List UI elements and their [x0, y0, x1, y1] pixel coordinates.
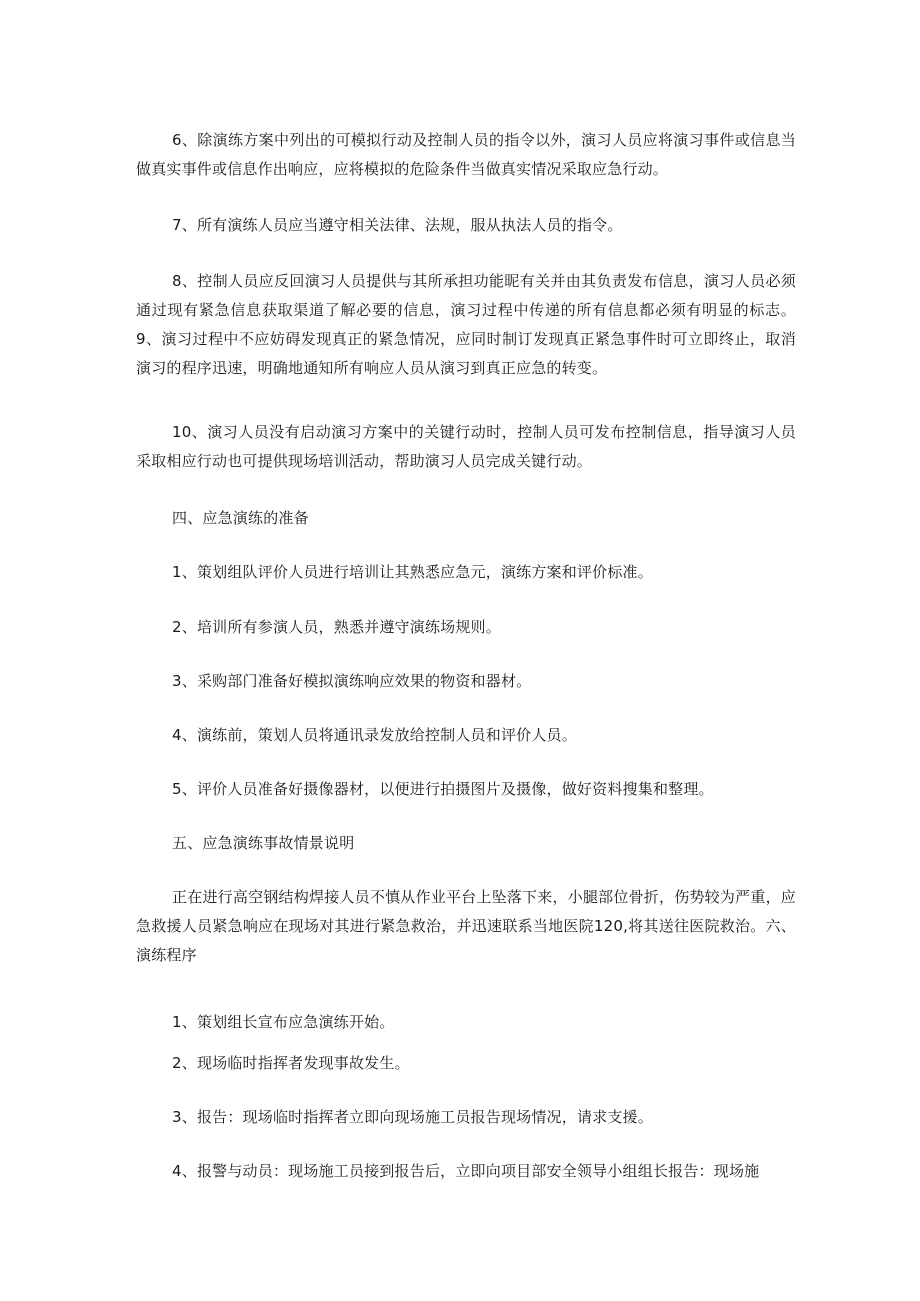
- paragraph-item-8-9: 8、控制人员应反回演习人员提供与其所承担功能昵有关并由其负责发布信息，演习人员必须通过现有紧急信息获取渠道了解必要的信息，演习过程中传递的所有信息都必须有明显的标志。9、演习过程中不应妨碍发现真正的紧急情况，应同时制订发现真正紧急事件时可立即终止，取消演习的程序迅速，明确地通知所有响应人员从演习到真正应急的转变。: [136, 272, 796, 377]
- scenario-description: 正在进行高空钢结构焊接人员不慎从作业平台上坠落下来，小腿部位骨折，伤势较为严重，应急救援人员紧急响应在现场对其进行紧急救治，并迅速联系当地医院120,将其送往医院救治。六、演练程序: [136, 888, 796, 964]
- prep-item-3: 3、采购部门准备好模拟演练响应效果的物资和器材。: [172, 672, 532, 690]
- section-heading-preparation: 四、应急演练的准备: [172, 509, 309, 527]
- procedure-item-2: 2、现场临时指挥者发现事故发生。: [172, 1054, 410, 1072]
- procedure-item-3: 3、报告：现场临时指挥者立即向现场施工员报告现场情况，请求支援。: [172, 1108, 653, 1126]
- paragraph-item-7: 7、所有演练人员应当遵守相关法律、法规，服从执法人员的指令。: [172, 216, 623, 234]
- paragraph-item-6: 6、除演练方案中列出的可模拟行动及控制人员的指令以外，演习人员应将演习事件或信息当做真实事件或信息作出响应，应将模拟的危险条件当做真实情况采取应急行动。: [136, 131, 796, 178]
- procedure-item-4: 4、报警与动员：现场施工员接到报告后，立即向项目部安全领导小组组长报告：现场施: [172, 1162, 760, 1180]
- prep-item-5: 5、评价人员准备好摄像器材，以便进行拍摄图片及摄像，做好资料搜集和整理。: [172, 780, 714, 798]
- section-heading-scenario: 五、应急演练事故情景说明: [172, 834, 355, 852]
- prep-item-2: 2、培训所有参演人员，熟悉并遵守演练场规则。: [172, 618, 501, 636]
- paragraph-item-10: 10、演习人员没有启动演习方案中的关键行动时，控制人员可发布控制信息，指导演习人员采取相应行动也可提供现场培训活动，帮助演习人员完成关键行动。: [136, 423, 796, 470]
- prep-item-1: 1、策划组队评价人员进行培训让其熟悉应急元，演练方案和评价标准。: [172, 563, 653, 581]
- prep-item-4: 4、演练前，策划人员将通讯录发放给控制人员和评价人员。: [172, 726, 577, 744]
- procedure-item-1: 1、策划组长宣布应急演练开始。: [172, 1013, 395, 1031]
